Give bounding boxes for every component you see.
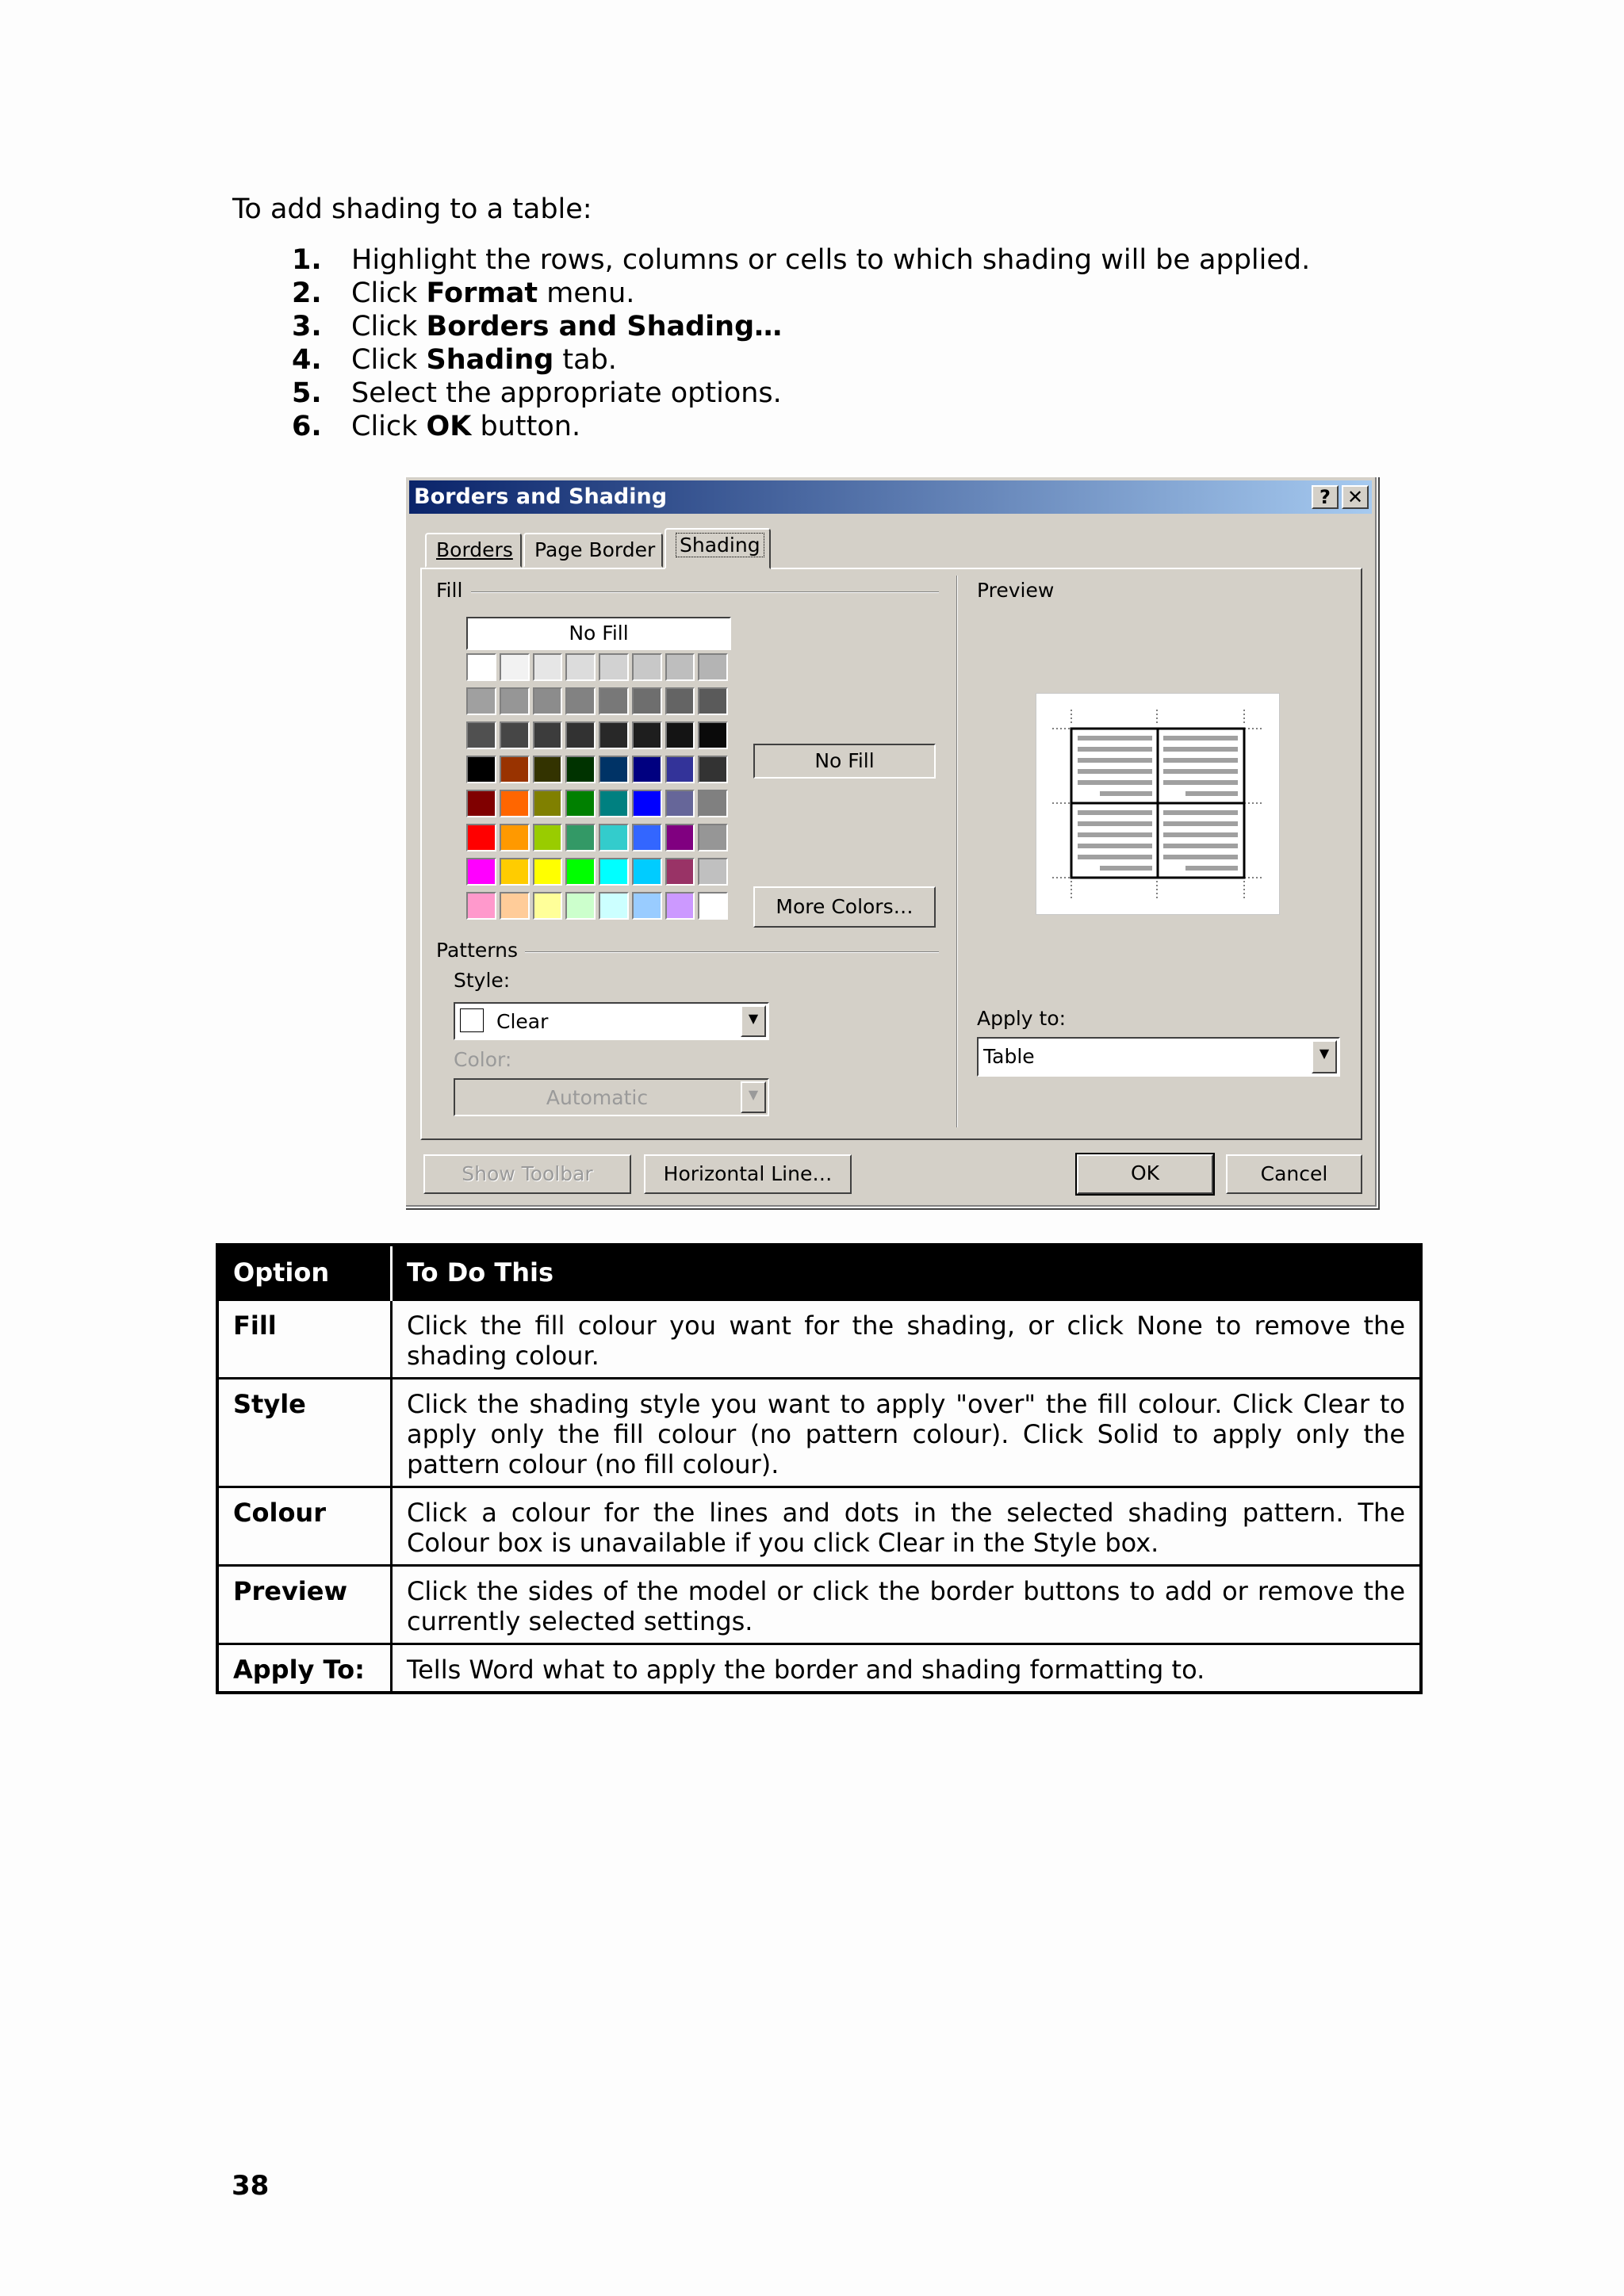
color-value: Automatic bbox=[546, 1086, 649, 1109]
patterns-group-label: Patterns bbox=[436, 939, 518, 962]
color-swatch[interactable] bbox=[466, 721, 496, 749]
option-cell: Colour bbox=[217, 1487, 392, 1566]
color-swatch[interactable] bbox=[500, 790, 530, 817]
step-item: 3. Click Borders and Shading… bbox=[292, 311, 783, 342]
color-swatch[interactable] bbox=[466, 790, 496, 817]
steps-list bbox=[292, 243, 1310, 443]
color-label: Color: bbox=[454, 1048, 512, 1071]
color-swatch[interactable] bbox=[599, 858, 629, 886]
color-swatch[interactable] bbox=[533, 892, 563, 920]
color-swatch[interactable] bbox=[500, 721, 530, 749]
color-swatch[interactable] bbox=[533, 721, 563, 749]
table-header-row bbox=[217, 1245, 1421, 1300]
fill-group-label: Fill bbox=[436, 579, 463, 602]
dialog-title-bar bbox=[409, 480, 1372, 514]
preview-model[interactable] bbox=[1036, 693, 1280, 915]
color-swatch[interactable] bbox=[466, 858, 496, 886]
color-swatch[interactable] bbox=[565, 790, 596, 817]
description-cell: Click the shading style you want to apply "over" the fill colour. Click Clear to apply only the fill colour (no pattern colour). Click Solid to apply only the pattern colour (no fill colour). bbox=[392, 1379, 1422, 1487]
table-row bbox=[217, 1566, 1421, 1644]
table-row bbox=[217, 1379, 1421, 1487]
options-table bbox=[216, 1243, 1423, 1694]
color-swatch[interactable] bbox=[565, 687, 596, 715]
color-swatch[interactable] bbox=[466, 756, 496, 783]
color-swatch[interactable] bbox=[565, 824, 596, 851]
option-cell: Preview bbox=[217, 1566, 392, 1644]
color-swatch[interactable] bbox=[565, 892, 596, 920]
color-swatch[interactable] bbox=[632, 687, 662, 715]
color-swatch[interactable] bbox=[599, 892, 629, 920]
borders-and-shading-dialog bbox=[404, 476, 1378, 1208]
swatch-row bbox=[466, 756, 731, 790]
swatch-row bbox=[466, 687, 731, 721]
color-swatch[interactable] bbox=[533, 858, 563, 886]
description-cell: Click the sides of the model or click the border buttons to add or remove the currently selected settings. bbox=[392, 1566, 1422, 1644]
ok-button[interactable]: OK bbox=[1077, 1154, 1213, 1194]
swatch-row bbox=[466, 653, 731, 687]
color-swatch-grid bbox=[466, 653, 731, 926]
description-cell: Tells Word what to apply the border and shading formatting to. bbox=[392, 1644, 1422, 1693]
color-swatch[interactable] bbox=[632, 892, 662, 920]
color-swatch[interactable] bbox=[599, 721, 629, 749]
header-option: Option bbox=[217, 1245, 392, 1300]
color-swatch[interactable] bbox=[698, 687, 728, 715]
tab-page-border[interactable]: Page Border bbox=[523, 533, 663, 568]
color-swatch[interactable] bbox=[632, 756, 662, 783]
apply-to-label: Apply to: bbox=[977, 1007, 1067, 1030]
tab-borders[interactable]: Borders bbox=[425, 533, 522, 568]
color-swatch[interactable] bbox=[599, 824, 629, 851]
color-swatch[interactable] bbox=[533, 824, 563, 851]
selected-fill-display: No Fill bbox=[753, 744, 936, 779]
color-swatch[interactable] bbox=[466, 653, 496, 681]
step-item: 4. Click Shading tab. bbox=[292, 344, 617, 376]
tab-shading[interactable]: Shading bbox=[665, 528, 771, 569]
color-swatch[interactable] bbox=[698, 858, 728, 886]
table-row bbox=[217, 1644, 1421, 1693]
color-swatch[interactable] bbox=[665, 687, 695, 715]
step-item: 5. Select the appropriate options. bbox=[292, 377, 782, 409]
color-swatch[interactable] bbox=[665, 756, 695, 783]
swatch-row bbox=[466, 858, 731, 892]
fill-group-divider bbox=[471, 591, 939, 593]
horizontal-line-button[interactable]: Horizontal Line… bbox=[644, 1154, 852, 1194]
color-swatch[interactable] bbox=[500, 756, 530, 783]
more-colors-button[interactable]: More Colors… bbox=[753, 886, 936, 928]
color-swatch[interactable] bbox=[565, 721, 596, 749]
color-swatch[interactable] bbox=[665, 824, 695, 851]
style-label: Style: bbox=[454, 969, 511, 992]
color-swatch[interactable] bbox=[665, 653, 695, 681]
color-swatch[interactable] bbox=[632, 721, 662, 749]
color-swatch[interactable] bbox=[565, 858, 596, 886]
apply-to-value: Table bbox=[983, 1045, 1035, 1068]
swatch-row bbox=[466, 824, 731, 858]
color-swatch[interactable] bbox=[599, 790, 629, 817]
color-swatch[interactable] bbox=[632, 824, 662, 851]
color-swatch[interactable] bbox=[665, 892, 695, 920]
show-toolbar-button: Show Toolbar bbox=[423, 1154, 631, 1194]
color-swatch[interactable] bbox=[698, 892, 728, 920]
step-item: 6. Click OK button. bbox=[292, 411, 581, 442]
table-preview-graphic bbox=[1036, 694, 1279, 914]
color-swatch[interactable] bbox=[500, 687, 530, 715]
color-swatch[interactable] bbox=[665, 790, 695, 817]
option-cell: Apply To: bbox=[217, 1644, 392, 1693]
preview-label: Preview bbox=[977, 579, 1055, 602]
color-swatch[interactable] bbox=[500, 892, 530, 920]
color-swatch[interactable] bbox=[599, 756, 629, 783]
color-swatch[interactable] bbox=[466, 824, 496, 851]
style-dropdown[interactable] bbox=[454, 1002, 769, 1040]
intro-text: To add shading to a table: bbox=[232, 193, 592, 225]
color-swatch[interactable] bbox=[665, 721, 695, 749]
color-swatch[interactable] bbox=[698, 790, 728, 817]
option-cell: Fill bbox=[217, 1300, 392, 1379]
color-swatch[interactable] bbox=[698, 824, 728, 851]
swatch-row bbox=[466, 721, 731, 756]
color-swatch[interactable] bbox=[698, 721, 728, 749]
step-item: 1. Highlight the rows, columns or cells to which shading will be applied. bbox=[292, 244, 1311, 276]
dialog-title: Borders and Shading bbox=[414, 484, 668, 509]
clear-pattern-icon bbox=[460, 1008, 484, 1032]
color-swatch[interactable] bbox=[665, 858, 695, 886]
patterns-group-divider bbox=[525, 951, 939, 953]
help-button[interactable]: ? bbox=[1312, 485, 1339, 509]
color-dropdown bbox=[454, 1078, 769, 1116]
color-swatch[interactable] bbox=[632, 790, 662, 817]
close-button[interactable]: ✕ bbox=[1342, 485, 1369, 509]
color-swatch[interactable] bbox=[500, 824, 530, 851]
option-cell: Style bbox=[217, 1379, 392, 1487]
color-swatch[interactable] bbox=[565, 756, 596, 783]
no-fill-swatch[interactable]: No Fill bbox=[466, 617, 731, 650]
table-row bbox=[217, 1487, 1421, 1566]
color-swatch[interactable] bbox=[698, 653, 728, 681]
chevron-down-icon[interactable]: ▼ bbox=[1312, 1040, 1337, 1073]
color-swatch[interactable] bbox=[500, 858, 530, 886]
section-divider bbox=[956, 576, 958, 1127]
shading-tab-panel bbox=[420, 568, 1362, 1140]
color-swatch[interactable] bbox=[599, 687, 629, 715]
style-value: Clear bbox=[496, 1010, 549, 1033]
color-swatch[interactable] bbox=[565, 653, 596, 681]
table-row bbox=[217, 1300, 1421, 1379]
color-swatch[interactable] bbox=[500, 653, 530, 681]
step-item: 2. Click Format menu. bbox=[292, 277, 635, 309]
chevron-down-icon: ▼ bbox=[741, 1081, 766, 1113]
chevron-down-icon[interactable]: ▼ bbox=[741, 1005, 766, 1037]
color-swatch[interactable] bbox=[632, 858, 662, 886]
swatch-row bbox=[466, 790, 731, 824]
color-swatch[interactable] bbox=[533, 756, 563, 783]
color-swatch[interactable] bbox=[466, 687, 496, 715]
cancel-button[interactable]: Cancel bbox=[1226, 1154, 1362, 1194]
page-number: 38 bbox=[232, 2170, 270, 2202]
header-to-do-this: To Do This bbox=[392, 1245, 1422, 1300]
color-swatch[interactable] bbox=[632, 653, 662, 681]
color-swatch[interactable] bbox=[599, 653, 629, 681]
color-swatch[interactable] bbox=[533, 790, 563, 817]
swatch-row bbox=[466, 892, 731, 926]
color-swatch[interactable] bbox=[698, 756, 728, 783]
color-swatch[interactable] bbox=[533, 687, 563, 715]
description-cell: Click a colour for the lines and dots in the selected shading pattern. The Colour box is unavailable if you click Clear in the Style box. bbox=[392, 1487, 1422, 1566]
color-swatch[interactable] bbox=[466, 892, 496, 920]
description-cell: Click the fill colour you want for the shading, or click None to remove the shading colour. bbox=[392, 1300, 1422, 1379]
color-swatch[interactable] bbox=[533, 653, 563, 681]
apply-to-dropdown[interactable] bbox=[977, 1037, 1340, 1077]
